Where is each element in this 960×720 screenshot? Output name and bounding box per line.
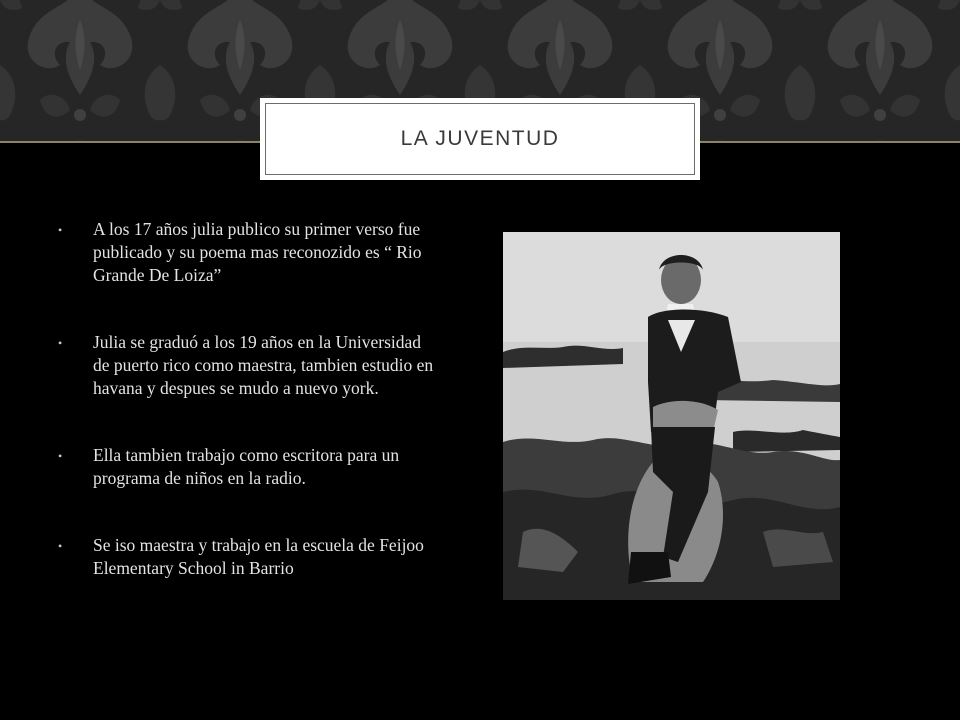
title-box xyxy=(260,98,700,180)
bullet-list xyxy=(58,218,438,624)
bullet-item xyxy=(58,218,438,287)
bullet-icon: • xyxy=(58,449,63,463)
bullet-icon: • xyxy=(58,539,63,553)
bullet-text: Ella tambien trabajo como escritora para un programa de niños en la radio. xyxy=(93,445,400,488)
bullet-item xyxy=(58,534,438,580)
bullet-text: A los 17 años julia publico su primer verso fue publicado y su poema mas reconozido es “ Rio Grande De Loiza” xyxy=(93,219,422,285)
bullet-icon: • xyxy=(58,336,63,350)
bullet-icon: • xyxy=(58,223,63,237)
bullet-item xyxy=(58,331,438,400)
bullet-item xyxy=(58,444,438,490)
photo-illustration xyxy=(503,232,840,600)
bullet-text: Julia se graduó a los 19 años en la Universidad de puerto rico como maestra, tambien estudio en havana y despues se mudo a nuevo york. xyxy=(93,332,434,398)
bullet-text: Se iso maestra y trabajo en la escuela de Feijoo Elementary School in Barrio xyxy=(93,535,424,578)
slide-title: LA JUVENTUD xyxy=(400,127,560,150)
portrait-photo-icon xyxy=(503,232,840,600)
